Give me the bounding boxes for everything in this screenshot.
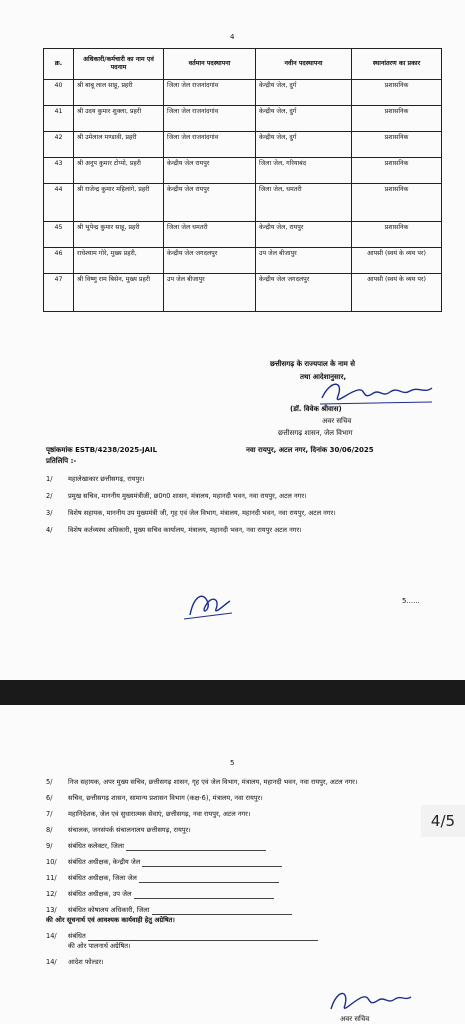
cell-type: प्रशासनिक: [352, 184, 442, 222]
item-subtext: की ओर पालनार्थ अग्रेषित।: [68, 942, 131, 950]
item-number: 8/: [46, 826, 53, 834]
item-number: 13/: [46, 906, 57, 914]
item-text: प्रमुख सचिव, माननीय मुख्यमंत्रीजी, छ0ग0 शासन, मंत्रालय, महानदी भवन, नवा रायपुर, अटल नगर।: [68, 492, 307, 500]
list-item-subline: [46, 942, 418, 951]
copy-list-continued: [46, 778, 418, 974]
fill-in-line: [134, 891, 274, 899]
fill-in-line: [88, 933, 318, 941]
fill-in-line: [126, 843, 266, 851]
list-item: [46, 475, 441, 484]
item-text: संचालक, जनसंपर्क संचालनालय छत्तीसगढ़, रायपुर।: [68, 826, 191, 834]
cell-serial: 45: [44, 222, 74, 248]
cell-current: केन्द्रीय जेल रायपुर: [164, 158, 256, 184]
cell-new: केन्द्रीय जेल, दुर्ग: [256, 80, 352, 106]
signature-icon: [325, 983, 415, 1017]
item-text: आदेश फोल्डर।: [68, 958, 104, 966]
cell-serial: 46: [44, 248, 74, 274]
cell-serial: 44: [44, 184, 74, 222]
item-text: विशेष सहायक, माननीय उप मुख्यमंत्री जी, गृह एवं जेल विभाग, मंत्रालय, महानदी भवन, नवा रायपुर, अटल नगर।: [68, 509, 336, 517]
list-item: [46, 874, 418, 883]
table-row: [44, 248, 442, 274]
cell-type: प्रशासनिक: [352, 132, 442, 158]
list-item: [46, 526, 441, 535]
cell-type: आपसी (स्वयं के व्यय पर): [352, 274, 442, 312]
cell-name: श्री उमेलाल मण्डावी, प्रहरी: [74, 132, 164, 158]
item-text: संबंधित अधीक्षक, जिला जेल: [68, 874, 137, 882]
item-number: 5/: [46, 778, 53, 786]
cell-new: जिला जेल, गरियाबंद: [256, 158, 352, 184]
endorsement-number: पृष्ठांकमांक ESTB/4238/2025-JAIL: [46, 446, 158, 454]
cell-new: जिला जेल, धमतरी: [256, 184, 352, 222]
list-item: [46, 810, 418, 819]
item-text: संबंधित कोषालय अधिकारी, जिला: [68, 906, 150, 914]
item-number: 3/: [46, 509, 53, 517]
item-number: 12/: [46, 890, 57, 898]
cell-new: केन्द्रीय जेल, दुर्ग: [256, 106, 352, 132]
col-header-transfer-type: स्थानांतरण का प्रकार: [352, 49, 442, 80]
col-header-new-posting: नवीन पदस्थापना: [256, 49, 352, 80]
continued-marker: 5......: [402, 597, 420, 605]
item-number: 4/: [46, 526, 53, 534]
cell-serial: 47: [44, 274, 74, 312]
cell-name: राधेश्याम गोरे, मुख्य प्रहरी,: [74, 248, 164, 274]
item-text: सचिव, छत्तीसगढ़ शासन, सामान्य प्रशासन विभाग (कक्ष-6), मंत्रालय, नवा रायपुर।: [68, 794, 263, 802]
cell-current: जिला जेल धमतरी: [164, 222, 256, 248]
cell-new: केन्द्रीय जेल जगदलपुर: [256, 274, 352, 312]
fill-in-line: [139, 875, 279, 883]
table-row: [44, 80, 442, 106]
list-item: [46, 890, 418, 899]
order-line-1: छत्तीसगढ़ के राज्यपाल के नाम से: [270, 360, 355, 368]
item-text: निज सहायक, अपर मुख्य सचिव, छत्तीसगढ़ शासन, गृह एवं जेल विभाग, मंत्रालय, महानदी भवन, नवा रायपुर, अटल नगर।: [68, 778, 358, 786]
cell-type: आपसी (स्वयं के व्यय पर): [352, 248, 442, 274]
table-row: [44, 222, 442, 248]
place-and-date: नवा रायपुर, अटल नगर, दिनांक 30/06/2025: [246, 446, 374, 454]
cell-name: श्री राजेन्द्र कुमार महिलांगे, प्रहरी: [74, 184, 164, 222]
cell-current: जिला जेल राजनांदगांव: [164, 80, 256, 106]
cell-name: श्री भूपेन्द्र कुमार साहू, प्रहरी: [74, 222, 164, 248]
item-text: विशेष कर्तव्यस्थ अधिकारी, मुख्य सचिव कार्यालय, मंत्रालय, महानदी भवन, नवा रायपुर अटल नगर।: [68, 526, 302, 534]
list-item: [46, 858, 418, 867]
item-number: 6/: [46, 794, 53, 802]
table-row: [44, 274, 442, 312]
signatory-designation: अवर सचिव: [340, 1015, 370, 1023]
page-number: 5: [230, 759, 235, 767]
cell-current: जिला जेल राजनांदगांव: [164, 106, 256, 132]
cell-serial: 43: [44, 158, 74, 184]
initials-signature-icon: [180, 585, 240, 625]
cell-type: प्रशासनिक: [352, 222, 442, 248]
info-line-text: की ओर सूचनार्थ एवं आवश्यक कार्यवाही हेतु अग्रेषित।: [46, 916, 175, 924]
item-number: 10/: [46, 858, 57, 866]
cell-name: श्री विष्णु राम बिसेन, मुख्य प्रहरी: [74, 274, 164, 312]
cell-current: केन्द्रीय जेल रायपुर: [164, 184, 256, 222]
cell-new: केन्द्रीय जेल, दुर्ग: [256, 132, 352, 158]
item-number: 1/: [46, 475, 53, 483]
list-item: [46, 492, 441, 501]
cell-serial: 41: [44, 106, 74, 132]
col-header-current-posting: वर्तमान पदस्थापना: [164, 49, 256, 80]
fill-in-line: [142, 859, 282, 867]
cell-new: उप जेल बीजापुर: [256, 248, 352, 274]
cell-name: श्री उदय कुमार शुक्ला, प्रहरी: [74, 106, 164, 132]
cell-new: केन्द्रीय जेल, रायपुर: [256, 222, 352, 248]
table-header-row: [44, 49, 442, 80]
list-item: [46, 842, 418, 851]
col-header-name: अधिकारी/कर्मचारी का नाम एवं पदनाम: [74, 49, 164, 80]
cell-type: प्रशासनिक: [352, 106, 442, 132]
item-text: संबंधित कलेक्टर, जिला: [68, 842, 124, 850]
table-row: [44, 184, 442, 222]
table-row: [44, 106, 442, 132]
table-row: [44, 158, 442, 184]
item-text: संबंधित अधीक्षक, उप जेल: [68, 890, 132, 898]
list-item: [46, 906, 418, 915]
list-item: [46, 509, 441, 518]
copy-to-label: प्रतिलिपि :-: [46, 457, 77, 465]
document-page-5: [0, 705, 465, 1024]
transfer-table: [43, 48, 442, 312]
order-line-2: तथा आदेशानुसार,: [300, 373, 347, 381]
item-text: संबंधित अधीक्षक, केन्द्रीय जेल: [68, 858, 141, 866]
cell-type: प्रशासनिक: [352, 80, 442, 106]
cell-name: श्री बाबू लाल साहू, प्रहरी: [74, 80, 164, 106]
item-number: 14/: [46, 932, 57, 940]
cell-current: केन्द्रीय जेल जगदलपुर: [164, 248, 256, 274]
page-separator: [0, 680, 465, 705]
item-number: 9/: [46, 842, 53, 850]
list-item: [46, 932, 418, 941]
table-row: [44, 132, 442, 158]
copy-list: [46, 475, 441, 543]
item-text: महालेखाकार छत्तीसगढ़, रायपुर।: [68, 475, 145, 483]
list-item: [46, 794, 418, 803]
item-number: 2/: [46, 492, 53, 500]
signatory-designation: अवर सचिव: [322, 417, 352, 425]
signatory-department: छत्तीसगढ़ शासन, जेल विभाग: [278, 429, 353, 437]
cell-current: जिला जेल राजनांदगांव: [164, 132, 256, 158]
fill-in-line: [152, 907, 292, 915]
item-number: 11/: [46, 874, 57, 882]
list-item: [46, 958, 418, 967]
cell-name: श्री अनूप कुमार टोप्पो, प्रहरी: [74, 158, 164, 184]
page-counter-badge: 4/5: [421, 805, 465, 837]
info-forward-line: [46, 916, 418, 925]
signatory-name: (डॉ. विवेक श्रीवास): [290, 405, 342, 413]
cell-current: उप जेल बीजापुर: [164, 274, 256, 312]
list-item: [46, 778, 418, 787]
cell-serial: 42: [44, 132, 74, 158]
cell-serial: 40: [44, 80, 74, 106]
list-item: [46, 826, 418, 835]
col-header-serial: क्र.: [44, 49, 74, 80]
cell-type: प्रशासनिक: [352, 158, 442, 184]
item-number: 7/: [46, 810, 53, 818]
item-number: 14/: [46, 958, 57, 966]
page-number: 4: [230, 33, 235, 41]
item-text: संबंधित: [68, 932, 86, 940]
item-text: महानिदेशक, जेल एवं सुधारात्मक सेवाएं, छत्तीसगढ़, नवा रायपुर, अटल नगर।: [68, 810, 251, 818]
